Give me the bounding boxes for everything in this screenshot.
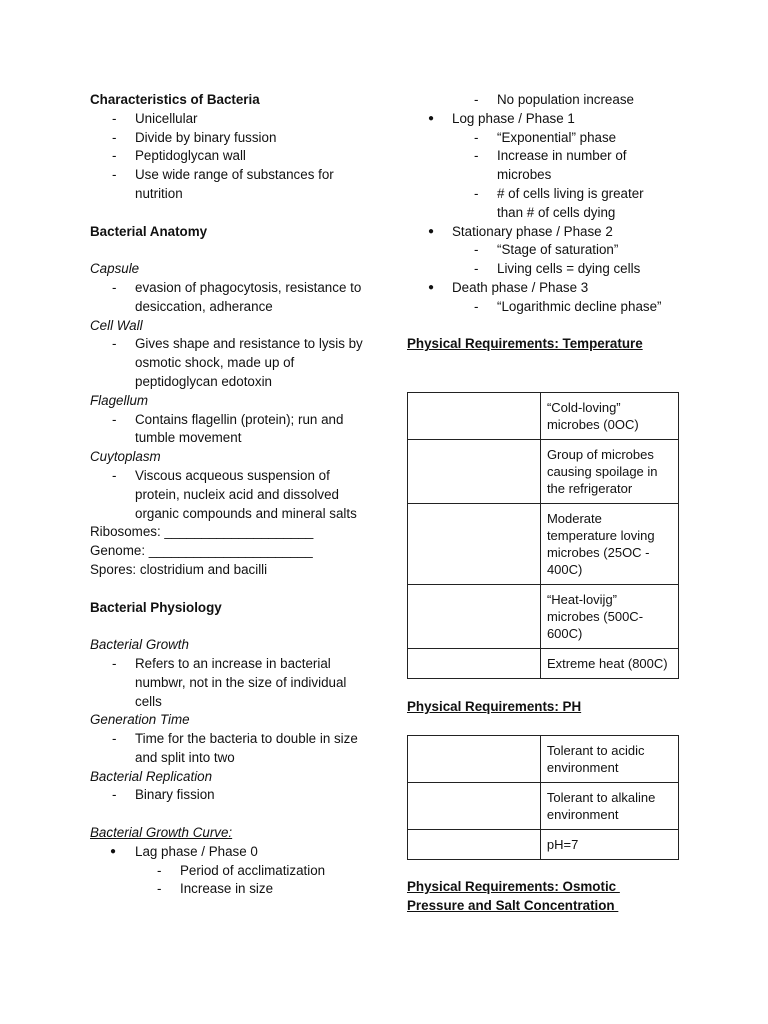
list-item: - Increase in size	[90, 880, 375, 899]
list-item: - # of cells living is greater than # of cells dying	[407, 185, 657, 223]
table-cell: Tolerant to acidic environment	[540, 735, 678, 782]
term-generation-time: Generation Time	[90, 712, 190, 728]
list-item: ● Log phase / Phase 1	[407, 110, 679, 129]
left-column	[90, 91, 375, 899]
list-item: - Living cells = dying cells	[407, 260, 679, 279]
list-item: ● Death phase / Phase 3	[407, 279, 679, 298]
section-title-temperature: Physical Requirements: Temperature	[407, 336, 643, 352]
list-item: - Peptidoglycan wall	[90, 147, 375, 166]
spores-line: Spores: clostridium and bacilli	[90, 561, 268, 577]
genome-line: Genome: ______________________	[90, 543, 313, 559]
table-row	[408, 393, 679, 440]
term-flagellum: Flagellum	[90, 392, 149, 408]
table-row	[408, 504, 679, 585]
section-title-ph: Physical Requirements: PH	[407, 699, 582, 715]
table-row	[408, 829, 679, 859]
table-cell: Tolerant to alkaline environment	[540, 782, 678, 829]
term-capsule: Capsule	[90, 261, 140, 277]
ribosomes-line: Ribosomes: ____________________	[90, 524, 314, 540]
section-title-osmotic-2: Pressure and Salt Concentration	[407, 897, 619, 913]
table-cell: pH=7	[540, 829, 678, 859]
list-item: - “Logarithmic decline phase”	[407, 298, 679, 317]
list-item: - Unicellular	[90, 110, 375, 129]
table-row	[408, 735, 679, 782]
table-row	[408, 440, 679, 504]
table-cell	[408, 782, 541, 829]
table-row	[408, 649, 679, 679]
list-item: - Contains flagellin (protein); run and tumble movement	[90, 411, 375, 449]
list-item: ● Lag phase / Phase 0	[90, 843, 375, 862]
table-cell	[408, 393, 541, 440]
table-cell	[408, 585, 541, 649]
table-row	[408, 782, 679, 829]
term-cell-wall: Cell Wall	[90, 317, 143, 333]
table-cell	[408, 735, 541, 782]
section-title-physiology: Bacterial Physiology	[90, 599, 222, 615]
list-item: - No population increase	[407, 91, 679, 110]
table-row	[408, 585, 679, 649]
table-cell: Extreme heat (800C)	[540, 649, 678, 679]
table-cell: “Cold-loving” microbes (0OC)	[540, 393, 678, 440]
list-item: - Increase in number of microbes	[407, 147, 657, 185]
list-item: - Divide by binary fussion	[90, 129, 375, 148]
term-growth-curve: Bacterial Growth Curve:	[90, 825, 233, 841]
list-item: - Use wide range of substances for nutrition	[90, 166, 375, 204]
list-item: - “Stage of saturation”	[407, 241, 679, 260]
table-cell	[408, 649, 541, 679]
table-cell: Group of microbes causing spoilage in the refrigerator	[540, 440, 678, 504]
list-item: - Binary fission	[90, 786, 375, 805]
ph-table	[407, 735, 679, 860]
table-cell	[408, 504, 541, 585]
list-item: ● Stationary phase / Phase 2	[407, 223, 679, 242]
table-cell: Moderate temperature loving microbes (25OC - 400C)	[540, 504, 678, 585]
section-title-characteristics: Characteristics of Bacteria	[90, 92, 260, 107]
section-title-anatomy: Bacterial Anatomy	[90, 223, 208, 239]
term-cytoplasm: Cuytoplasm	[90, 449, 161, 465]
list-item: - Viscous acqueous suspension of protein, nucleix acid and dissolved organic compounds and mineral salts	[90, 467, 375, 523]
table-cell	[408, 440, 541, 504]
list-item: - Period of acclimatization	[90, 862, 375, 881]
temperature-table	[407, 392, 679, 679]
table-cell: “Heat-lovijg” microbes (500C-600C)	[540, 585, 678, 649]
term-bacterial-growth: Bacterial Growth	[90, 637, 189, 653]
list-item: - Refers to an increase in bacterial numbwr, not in the size of individual cells	[90, 655, 375, 711]
list-item: - “Exponential” phase	[407, 129, 679, 148]
list-item: - Time for the bacteria to double in size and split into two	[90, 730, 375, 768]
term-bacterial-replication: Bacterial Replication	[90, 768, 213, 784]
right-column	[407, 91, 679, 916]
table-cell	[408, 829, 541, 859]
list-item: - Gives shape and resistance to lysis by osmotic shock, made up of peptidoglycan edotoxin	[90, 335, 375, 391]
list-item: - evasion of phagocytosis, resistance to desiccation, adherance	[90, 279, 375, 317]
section-title-osmotic-1: Physical Requirements: Osmotic	[407, 878, 620, 894]
